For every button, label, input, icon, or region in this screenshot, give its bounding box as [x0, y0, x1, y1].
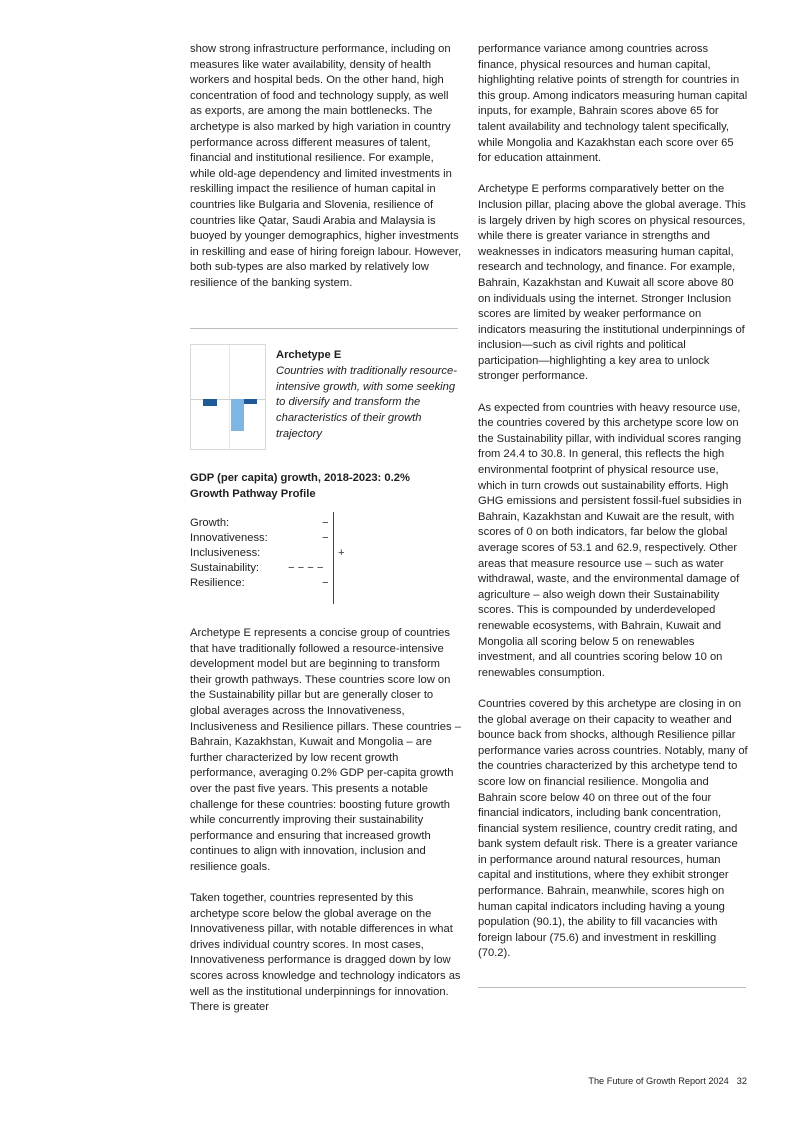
archetype-subtitle: Countries with traditionally resource-intensive growth, with some seeking to diversify and transform the characteristics of their growth trajectory	[276, 364, 457, 440]
right-paragraph-2: Archetype E performs comparatively better on the Inclusion pillar, placing above the global average. This is largely driven by high scores on physical resources, while there is greater variance in strengths and weaknesses in indicators measuring human capital, research and technology, and finance. For example, Bahrain, Kazakhstan and Kuwait all score above 80 on individuals using the internet. Stronger Inclusion scores are limited by weaker performance on indicators measuring the institutional underpinnings of inclusion—such as civil rights and political participation—highlighting a key area to unlock stronger performance.	[478, 183, 746, 383]
profile-label-inclusiveness: Inclusiveness:	[190, 547, 261, 559]
profile-label-innovativeness: Innovativeness:	[190, 532, 268, 544]
growth-pathway-profile-title: Growth Pathway Profile	[190, 487, 316, 500]
profile-symbol-growth: −	[322, 517, 329, 529]
right-paragraph-4: Countries covered by this archetype are closing in on the global average on their capacity to weather and bounce back from shocks, although Resilience pillar performance varies across countries. Notably, many of the countries characterized by this archetype tend to score low on financial resilience. Mongolia and Bahrain score below 40 on three out of the four financial indicators, including bank concentration, financial system resilience, country credit rating, and bank system default risk. There is a greater variance in performance around natural resources, human capital and institutions, where they exhibit stronger performance. Bahrain, meanwhile, scores high on human capital indicators including having a young population (90.1), the ability to fill vacancies with foreign labour (75.6) and investment in reskilling (70.2).	[478, 697, 748, 960]
growth-pathway-profile	[190, 516, 390, 606]
thumbnail-bar-dark-right	[244, 399, 257, 404]
profile-center-axis	[333, 512, 334, 604]
thumbnail-gridline	[229, 345, 230, 449]
gdp-heading	[190, 471, 460, 502]
section-divider-left	[190, 328, 458, 329]
page-number: 32	[736, 1076, 747, 1086]
archetype-description	[276, 348, 466, 443]
section-divider-right	[478, 987, 746, 988]
profile-label-sustainability: Sustainability:	[190, 562, 260, 574]
thumbnail-bar-light	[231, 399, 244, 431]
right-paragraph-3: As expected from countries with heavy resource use, the countries covered by this archetype score low on the Sustainability pillar, with individual scores ranging from 24.4 to 30.8. In general, this reflects the high environmental footprint of physical resource use, which in turn crowds out sustainability efforts. High GHG emissions and persistent fossil-fuel subsidies in Bahrain, Kazakhstan and Kuwait are the result, with scores of 0 on both indicators, far below the global average scores of 53.1 and 62.9, respectively. Other areas that measure resource use – such as water withdrawal, waste, and the environmental damage of agriculture – also weigh down their Sustainability scores. This is compounded by underdeveloped renewable ecosystems, with Bahrain, Kuwait and Mongolia all scoring below 5 on renewables investment, and all countries scoring below 10 on renewables consumption.	[478, 401, 742, 679]
archetype-thumbnail-chart	[190, 344, 266, 450]
profile-symbol-resilience: −	[322, 577, 329, 589]
profile-label-resilience: Resilience:	[190, 577, 245, 589]
archetype-title: Archetype E	[276, 349, 342, 361]
page-footer	[588, 1076, 747, 1086]
left-column	[190, 42, 462, 307]
thumbnail-bar-dark-left	[203, 399, 217, 406]
left-column-lower	[190, 626, 462, 1031]
left-paragraph-1: Archetype E represents a concise group of countries that have traditionally followed a resource-intensive development model but are beginning to transform their growth pathways. These countries score low on the Sustainability pillar but are generally closer to global averages across the Innovativeness, Inclusiveness and Resilience pillars. These countries – Bahrain, Kazakhstan, Kuwait and Mongolia – are further characterized by low recent growth performance, averaging 0.2% GDP per-capita growth over the past five years. This presents a notable challenge for these countries: boosting future growth while concurrently improving their sustainability performance and ensuring that increased growth continues to align with innovation, inclusion and resilience goals.	[190, 627, 461, 873]
left-paragraph-continued: show strong infrastructure performance, including on measures like water availability, density of health workers and hospital beds. On the other hand, high concentration of food and technology supply, as well as exports, are among the main bottlenecks. The archetype is also marked by high variation in country performance across different measures of talent, financial and institutional resilience. For example, while old-age dependency and limited investments in reskilling impact the resilience of human capital in countries like Bulgaria and Slovenia, resilience of countries like Qatar, Saudi Arabia and Malaysia is buoyed by younger demographics, higher investments in reskilling and ease of hiring foreign labour. However, both sub-types are also marked by relatively low resilience of the banking system.	[190, 43, 462, 289]
profile-symbol-sustainability: − − − −	[288, 562, 324, 574]
gdp-growth-title: GDP (per capita) growth, 2018-2023: 0.2%	[190, 472, 410, 484]
left-paragraph-2: Taken together, countries represented by this archetype score below the global average on the Innovativeness pillar, with notable differences in what drives individual country scores. In most cases, Innovativeness performance is dragged down by low scores across knowledge and technology indicators as well as the institutional underpinnings for innovation. There is greater	[190, 892, 461, 1014]
profile-symbol-inclusiveness: +	[338, 547, 345, 559]
right-column	[478, 42, 748, 978]
profile-label-growth: Growth:	[190, 517, 230, 529]
report-title: The Future of Growth Report 2024	[588, 1076, 729, 1086]
right-paragraph-1: performance variance among countries across finance, physical resources and human capital, highlighting relative points of strength for countries in this group. Among indicators measuring human capital inputs, for example, Bahrain scores above 65 for talent availability and technology talent specifically, while Mongolia and Kazakhstan each score over 65 for education attainment.	[478, 43, 748, 165]
profile-symbol-innovativeness: −	[322, 532, 329, 544]
